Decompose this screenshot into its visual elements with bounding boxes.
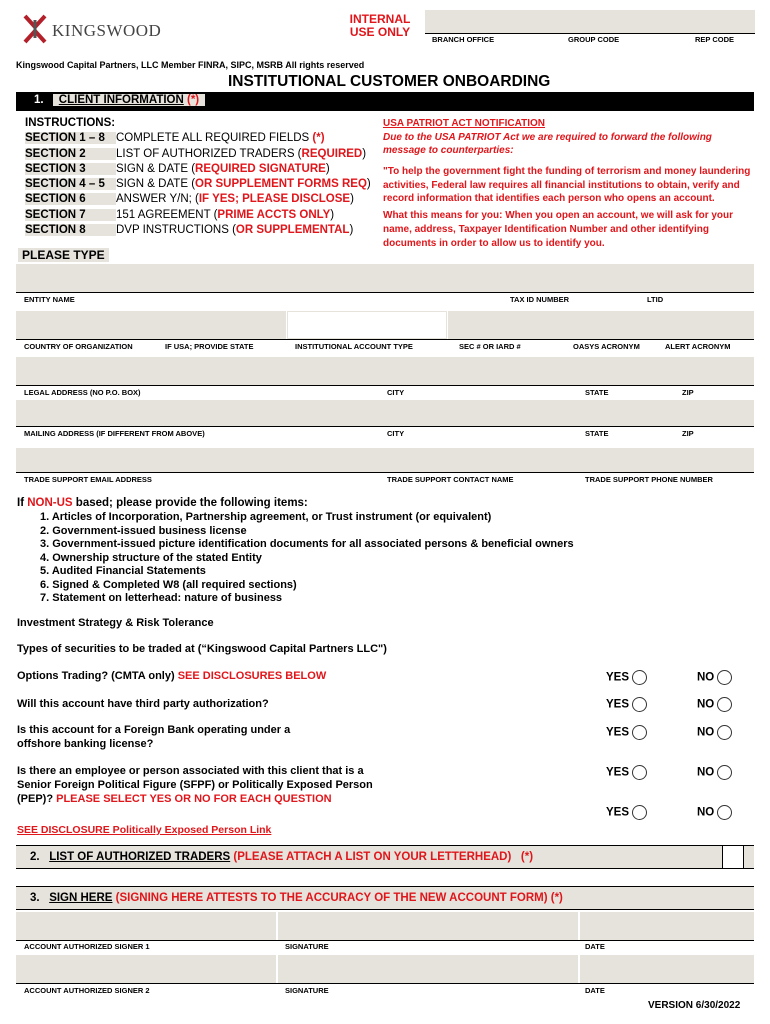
signature1-label: SIGNATURE	[285, 942, 329, 951]
signer2-field[interactable]	[16, 955, 276, 983]
signature1-field[interactable]	[278, 912, 578, 940]
investment-strategy-label: Investment Strategy & Risk Tolerance	[17, 617, 214, 629]
instruction-note: REQUIRED	[301, 148, 363, 160]
securities-label: Types of securities to be traded at (“Kingswood Capital Partners LLC")	[17, 643, 387, 655]
no-label: NO	[697, 766, 715, 779]
no-option-2[interactable]	[697, 697, 732, 712]
yes-label: YES	[606, 671, 630, 684]
yes-label: YES	[606, 806, 630, 819]
instruction-tail: )	[362, 148, 367, 160]
options-question: Options Trading? (CMTA only) SEE DISCLOSURES BELOW	[17, 670, 327, 682]
instruction-row	[25, 209, 334, 221]
version-label: VERSION 6/30/2022	[648, 1000, 741, 1011]
no-label: NO	[697, 698, 715, 711]
radio-button[interactable]	[717, 697, 732, 712]
instruction-tail: )	[350, 193, 354, 205]
no-option-3[interactable]	[697, 725, 732, 740]
section-label: SECTION 2	[25, 148, 116, 160]
section-label: SECTION 6	[25, 193, 116, 205]
logo	[22, 14, 162, 44]
legal-address-field[interactable]	[16, 357, 754, 385]
country-label: COUNTRY OF ORGANIZATION	[24, 342, 133, 351]
radio-button[interactable]	[632, 765, 647, 780]
institutional-account-type-select[interactable]	[287, 311, 447, 339]
tax-id-label: TAX ID NUMBER	[510, 295, 570, 304]
yes-option-5[interactable]	[606, 805, 647, 820]
oasys-label: OASYS ACRONYM	[573, 342, 640, 351]
state-label-1: STATE	[585, 388, 609, 397]
non-us-items	[40, 511, 574, 606]
instruction-tail: )	[366, 178, 371, 190]
yes-label: YES	[606, 726, 630, 739]
instructions-heading: INSTRUCTIONS:	[25, 117, 116, 129]
trade-contact-label: TRADE SUPPORT CONTACT NAME	[387, 475, 514, 484]
third-party-question: Will this account have third party authorization?	[17, 698, 269, 710]
instruction-text: SIGN & DATE (	[116, 178, 196, 190]
radio-button[interactable]	[717, 765, 732, 780]
pep-disclosure-link[interactable]: SEE DISCLOSURE Politically Exposed Person Link	[17, 824, 272, 836]
patriot-text-1: Due to the USA PATRIOT Act we are required to forward the following message to counterparties:	[383, 132, 712, 156]
yes-option-3[interactable]	[606, 725, 647, 740]
instruction-note: OR SUPPLEMENTAL	[235, 224, 350, 236]
section-label: SECTION 8	[25, 224, 116, 236]
no-label: NO	[697, 806, 715, 819]
instruction-text: SIGN & DATE (	[116, 163, 196, 175]
rep-code-label: REP CODE	[695, 35, 735, 44]
zip-label-2: ZIP	[682, 429, 694, 438]
no-option-1[interactable]	[697, 670, 732, 685]
client-information-title: CLIENT INFORMATION (*)	[53, 94, 205, 106]
yes-label: YES	[606, 766, 630, 779]
entity-name-label: ENTITY NAME	[24, 295, 75, 304]
instruction-text: COMPLETE ALL REQUIRED FIELDS	[116, 132, 313, 144]
yes-label: YES	[606, 698, 630, 711]
list-item: 3. Government-issued picture identification documents for all associated persons & beneficial owners	[40, 538, 574, 550]
instruction-row	[25, 193, 354, 205]
pep-question: Is there an employee or person associated with this client that is a Senior Foreign Political Figure (SFPF) or Politically Exposed Person (PEP)? PLEASE SELECT YES OR NO FOR EACH QUESTION	[17, 765, 373, 805]
date1-label: DATE	[585, 942, 605, 951]
no-label: NO	[697, 726, 715, 739]
radio-button[interactable]	[717, 805, 732, 820]
trade-support-field[interactable]	[16, 448, 754, 472]
radio-button[interactable]	[632, 670, 647, 685]
city-label-2: CITY	[387, 429, 405, 438]
radio-button[interactable]	[632, 805, 647, 820]
yes-option-1[interactable]	[606, 670, 647, 685]
list-item: 5. Audited Financial Statements	[40, 565, 206, 577]
instruction-row	[25, 163, 330, 175]
section1-title-bar: 1. CLIENT INFORMATION (*)	[16, 92, 754, 111]
usa-state-label: IF USA; PROVIDE STATE	[165, 342, 254, 351]
logo-text: KINGSWOOD	[52, 21, 162, 40]
radio-button[interactable]	[632, 697, 647, 712]
no-option-5[interactable]	[697, 805, 732, 820]
country-field[interactable]	[16, 311, 286, 339]
instruction-text: 151 AGREEMENT (	[116, 209, 218, 221]
mailing-address-field[interactable]	[16, 400, 754, 426]
instruction-row	[25, 178, 371, 190]
section-label: SECTION 7	[25, 209, 116, 221]
sec-iard-field[interactable]	[448, 311, 754, 339]
radio-button[interactable]	[717, 670, 732, 685]
non-us-heading: If NON-US based; please provide the following items:	[17, 497, 308, 509]
instruction-text: ANSWER Y/N; (	[116, 193, 199, 205]
inst-type-label: INSTITUTIONAL ACCOUNT TYPE	[295, 342, 413, 351]
yes-option-2[interactable]	[606, 697, 647, 712]
trade-email-label: TRADE SUPPORT EMAIL ADDRESS	[24, 475, 152, 484]
signer1-field[interactable]	[16, 912, 276, 940]
legal-address-label: LEGAL ADDRESS (NO P.O. BOX)	[24, 388, 141, 397]
section3-title: 3. SIGN HERE (SIGNING HERE ATTESTS TO THE ACCURACY OF THE NEW ACCOUNT FORM) (*)	[30, 892, 563, 904]
signature2-label: SIGNATURE	[285, 986, 329, 995]
no-label: NO	[697, 671, 715, 684]
branch-office-field[interactable]	[425, 10, 755, 33]
internal-use-label: INTERNAL USE ONLY	[349, 12, 411, 39]
form-title: INSTITUTIONAL CUSTOMER ONBOARDING	[228, 73, 551, 90]
instruction-note: REQUIRED SIGNATURE	[195, 163, 326, 175]
patriot-text-2: "To help the government fight the funding of terrorism and money laundering activities, Federal law requires all financial institutions to obtain, verify and record information that identifies each person who opens an account.	[383, 166, 751, 204]
city-label-1: CITY	[387, 388, 405, 397]
section-label: SECTION 1 – 8	[25, 132, 116, 144]
foreign-bank-question: Is this account for a Foreign Bank operating under a offshore banking license?	[17, 724, 291, 750]
instruction-tail: )	[349, 224, 354, 236]
instruction-text: DVP INSTRUCTIONS (	[116, 224, 236, 236]
instruction-note: (*)	[312, 132, 325, 144]
sec-iard-label: SEC # OR IARD #	[459, 342, 521, 351]
group-code-label: GROUP CODE	[568, 35, 620, 44]
no-option-4[interactable]	[697, 765, 732, 780]
list-item: 7. Statement on letterhead: nature of business	[40, 592, 283, 604]
mailing-address-label: MAILING ADDRESS (IF DIFFERENT FROM ABOVE)	[24, 429, 205, 438]
please-type: PLEASE TYPE	[18, 248, 109, 262]
list-item: 4. Ownership structure of the stated Entity	[40, 551, 262, 564]
radio-button[interactable]	[632, 725, 647, 740]
instruction-note: OR SUPPLEMENT FORMS REQ	[195, 178, 367, 190]
yes-option-4[interactable]	[606, 765, 647, 780]
signer2-label: ACCOUNT AUTHORIZED SIGNER 2	[24, 986, 150, 995]
trade-phone-label: TRADE SUPPORT PHONE NUMBER	[585, 475, 713, 484]
alert-label: ALERT ACRONYM	[665, 342, 731, 351]
instruction-tail: )	[325, 163, 330, 175]
date2-label: DATE	[585, 986, 605, 995]
instruction-row	[25, 224, 353, 236]
radio-button[interactable]	[717, 725, 732, 740]
zip-label-1: ZIP	[682, 388, 694, 397]
instruction-note: PRIME ACCTS ONLY	[217, 209, 331, 221]
section-label: SECTION 3	[25, 163, 116, 175]
date2-field[interactable]	[580, 955, 754, 983]
state-label-2: STATE	[585, 429, 609, 438]
ltid-label: LTID	[647, 295, 664, 304]
patriot-title: USA PATRIOT ACT NOTIFICATION	[383, 118, 546, 129]
signature2-field[interactable]	[278, 955, 578, 983]
section2-title: 2. LIST OF AUTHORIZED TRADERS (PLEASE ATTACH A LIST ON YOUR LETTERHEAD) (*)	[30, 851, 534, 863]
branch-office-label: BRANCH OFFICE	[432, 35, 495, 44]
list-item: 6. Signed & Completed W8 (all required sections)	[40, 578, 297, 591]
traders-attached-checkbox[interactable]	[722, 845, 744, 869]
date1-field[interactable]	[580, 912, 754, 940]
instruction-text: LIST OF AUTHORIZED TRADERS (	[116, 148, 302, 160]
instruction-row	[25, 148, 366, 160]
instruction-note: IF YES; PLEASE DISCLOSE	[198, 193, 351, 205]
list-item: 2. Government-issued business license	[40, 524, 247, 537]
list-item: 1. Articles of Incorporation, Partnership agreement, or Trust instrument (or equivalent)	[40, 511, 492, 523]
kingswood-logo-icon	[22, 14, 48, 44]
section-label: SECTION 4 – 5	[25, 178, 116, 190]
instruction-tail: )	[330, 209, 335, 221]
patriot-text-3: What this means for you: When you open an account, we will ask for your name, address, Taxpayer Identification Number and other identifying documents in order to allow us to identify you.	[383, 210, 734, 249]
signer1-label: ACCOUNT AUTHORIZED SIGNER 1	[24, 942, 150, 951]
instruction-row	[25, 132, 325, 144]
firm-line: Kingswood Capital Partners, LLC Member FINRA, SIPC, MSRB All rights reserved	[16, 60, 365, 70]
entity-name-field[interactable]	[16, 264, 754, 292]
